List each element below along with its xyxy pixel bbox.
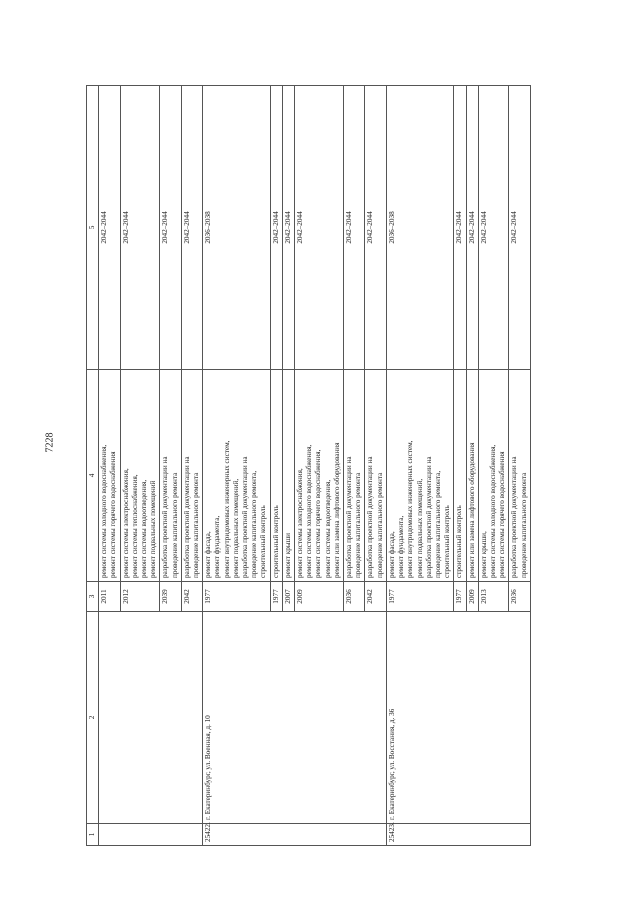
page-number	[20, 412, 80, 472]
works-cell: ремонт системы электроснабжения, ремонт системы теплоснабжения, ремонт системы водоотведения, ремонт подвальных помещений	[120, 370, 160, 582]
works-cell: строительный контроль	[270, 370, 282, 582]
period-cell: 2042–2044	[282, 86, 294, 370]
repair-schedule-table	[86, 85, 531, 846]
year-cell: 2042	[181, 582, 202, 612]
table-row	[386, 86, 453, 846]
row-code-cell: 25423.	[386, 824, 530, 846]
header-row	[87, 86, 99, 846]
works-cell: ремонт системы холодного водоснабжения, ремонт системы горячего водоснабжения	[99, 370, 120, 582]
period-cell: 2042–2044	[478, 86, 509, 370]
period-cell: 2036–2038	[386, 86, 453, 370]
year-cell: 1977	[203, 582, 270, 612]
row-code-cell	[99, 824, 203, 846]
header-cell: 3	[87, 582, 99, 612]
period-cell: 2042–2044	[454, 86, 466, 370]
works-cell: ремонт крыши, ремонт системы холодного водоснабжения, ремонт системы горячего водоснабжения	[478, 370, 509, 582]
year-cell: 2012	[120, 582, 160, 612]
address-cell: г. Екатеринбург, ул. Восстания, д. 36	[386, 612, 530, 824]
rotated-table-wrapper	[86, 86, 598, 846]
period-cell: 2042–2044	[160, 86, 181, 370]
header-cell: 2	[87, 612, 99, 824]
address-cell: г. Екатеринбург, ул. Военная, д. 10	[203, 612, 387, 824]
period-cell: 2036–2038	[203, 86, 270, 370]
year-cell: 2011	[99, 582, 120, 612]
works-cell: разработка проектной документации на проведение капитального ремонта	[160, 370, 181, 582]
period-cell: 2042–2044	[509, 86, 530, 370]
header-cell: 4	[87, 370, 99, 582]
year-cell: 2042	[365, 582, 386, 612]
period-cell: 2042–2044	[365, 86, 386, 370]
works-cell: ремонт фасада, ремонт фундамента, ремонт внутридомовых инженерных систем, ремонт подвальных помещений, разработка проектной документации на проведение капитального ремонта, строительный контроль	[386, 370, 453, 582]
works-cell: разработка проектной документации на проведение капитального ремонта	[509, 370, 530, 582]
year-cell: 2036	[509, 582, 530, 612]
works-cell: ремонт фасада, ремонт фундамента, ремонт внутридомовых инженерных систем, ремонт подвальных помещений, разработка проектной документации на проведение капитального ремонта, строительный контроль	[203, 370, 270, 582]
works-cell: строительный контроль	[454, 370, 466, 582]
works-cell: разработка проектной документации на проведение капитального ремонта	[344, 370, 365, 582]
year-cell: 2009	[295, 582, 344, 612]
works-cell: разработка проектной документации на проведение капитального ремонта	[181, 370, 202, 582]
period-cell: 2042–2044	[181, 86, 202, 370]
year-cell: 2039	[160, 582, 181, 612]
header-cell: 1	[87, 824, 99, 846]
works-cell: ремонт системы электроснабжения, ремонт системы холодного водоснабжения, ремонт системы горячего водоснабжения, ремонт системы водоотведения, ремонт или замена лифтового оборудования	[295, 370, 344, 582]
table-row	[203, 86, 270, 846]
year-cell: 2013	[478, 582, 509, 612]
year-cell: 1977	[454, 582, 466, 612]
year-cell: 2036	[344, 582, 365, 612]
table-row	[99, 86, 120, 846]
period-cell: 2042–2044	[344, 86, 365, 370]
period-cell: 2042–2044	[120, 86, 160, 370]
row-code-cell: 25422.	[203, 824, 387, 846]
works-cell: ремонт крыши	[282, 370, 294, 582]
year-cell: 2007	[282, 582, 294, 612]
period-cell: 2042–2044	[99, 86, 120, 370]
year-cell: 1977	[386, 582, 453, 612]
period-cell: 2042–2044	[270, 86, 282, 370]
works-cell: разработка проектной документации на проведение капитального ремонта	[365, 370, 386, 582]
year-cell: 2009	[466, 582, 478, 612]
page-number-text: 7228	[44, 432, 56, 452]
works-cell: ремонт или замена лифтового оборудования	[466, 370, 478, 582]
address-cell	[99, 612, 203, 824]
header-cell: 5	[87, 86, 99, 370]
period-cell: 2042–2044	[466, 86, 478, 370]
year-cell: 1977	[270, 582, 282, 612]
period-cell: 2042–2044	[295, 86, 344, 370]
